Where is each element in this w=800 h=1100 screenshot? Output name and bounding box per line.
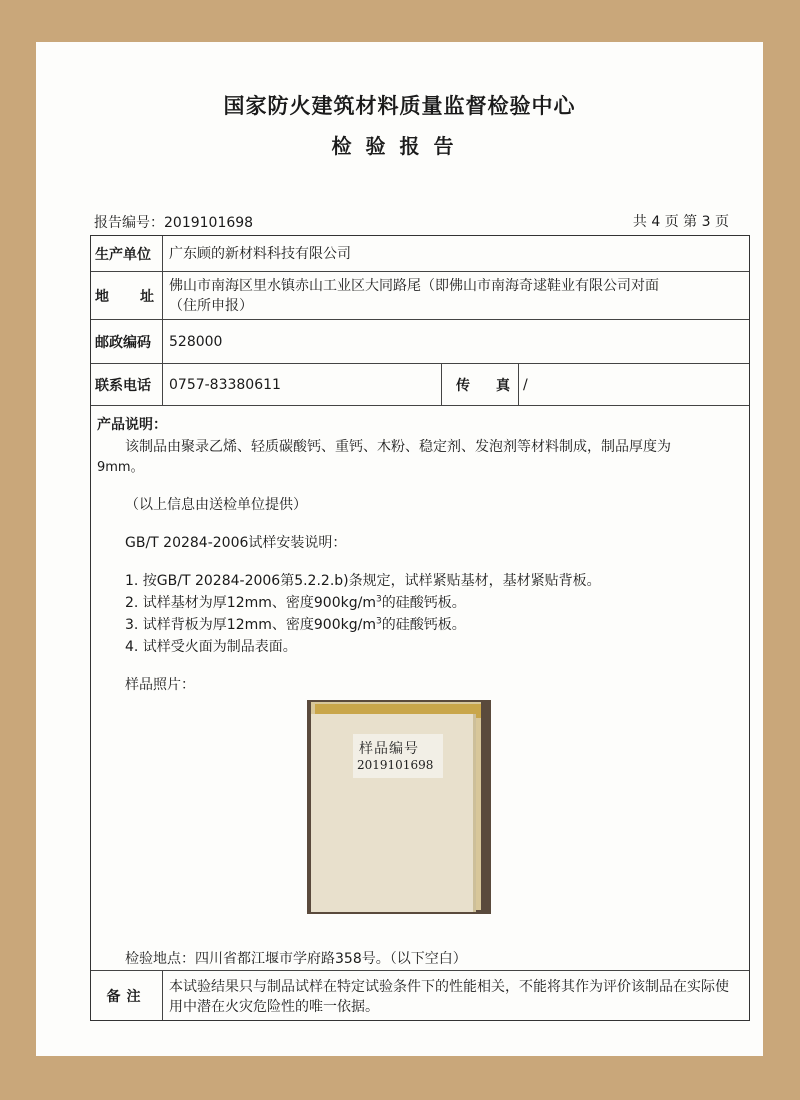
postcode-label: 邮政编码 [91, 320, 163, 363]
install-item-3 [125, 614, 466, 634]
report-page [36, 42, 763, 1056]
doc-title: 检验报告 [331, 134, 468, 158]
page-info: 共 4 页 第 3 页 [632, 214, 729, 230]
address-label [91, 272, 163, 319]
superscript-3: 3 [375, 594, 382, 605]
install-item-1: 1. 按GB/T 20284-2006第5.2.2.b)条规定，试样紧贴基材，基材紧贴背板。 [125, 573, 601, 589]
address-line-1: 佛山市南海区里水镇赤山工业区大同路尾（即佛山市南海奇逑鞋业有限公司对面 [169, 278, 659, 294]
superscript-3b: 3 [375, 616, 382, 627]
address-value [169, 272, 743, 323]
provided-note: （以上信息由送检单位提供） [125, 497, 307, 513]
install-item-2-text: 2. 试样基材为厚12mm、密度900kg/m [125, 595, 376, 611]
fax-label-char1: 传 [456, 377, 470, 394]
remarks-text: 本试验结果只与制品试样在特定试验条件下的性能相关，不能将其作为评价该制品在实际使用中潜在火灾危险性的唯一依据。 [169, 979, 729, 1015]
fax-value: / [523, 376, 528, 393]
install-item-2 [125, 592, 466, 612]
remarks-row [91, 970, 749, 1020]
install-item-4: 4. 试样受火面为制品表面。 [125, 639, 297, 655]
desc-line-2: 9mm。 [97, 460, 144, 475]
phone-label: 联系电话 [91, 364, 163, 405]
fax-label-char2: 真 [496, 377, 510, 394]
desc-line-1: 该制品由聚录乙烯、轻质碳酸钙、重钙、木粉、稳定剂、发泡剂等材料制成，制品厚度为 [125, 439, 671, 455]
postcode-value: 528000 [169, 333, 223, 350]
install-item-3-text: 3. 试样背板为厚12mm、密度900kg/m [125, 617, 376, 633]
report-table [90, 235, 750, 1021]
address-label-char2: 址 [140, 288, 154, 305]
phone-value: 0757-83380611 [169, 376, 281, 393]
phone-row [91, 364, 749, 406]
desc-heading: 产品说明： [97, 417, 167, 433]
test-location: 检验地点：四川省都江堰市学府路358号。（以下空白） [125, 951, 467, 967]
address-row [91, 272, 749, 320]
install-item-2-tail: 的硅酸钙板。 [381, 595, 466, 611]
producer-value: 广东顾的新材料科技有限公司 [169, 245, 351, 262]
photo-slab [311, 714, 476, 912]
postcode-row [91, 320, 749, 364]
install-item-3-tail: 的硅酸钙板。 [381, 617, 466, 633]
content-area [91, 414, 749, 967]
report-number: 报告编号：2019101698 [94, 215, 254, 231]
producer-row [91, 236, 749, 272]
producer-label: 生产单位 [91, 236, 163, 271]
photo-heading: 样品照片： [125, 677, 195, 693]
sample-tag [353, 734, 443, 778]
install-heading: GB/T 20284-2006试样安装说明： [125, 535, 347, 551]
address-label-char1: 地 [95, 288, 109, 305]
address-line-2: （住所申报） [169, 298, 253, 314]
org-title: 国家防火建筑材料质量监督检验中心 [223, 94, 576, 118]
fax-label [441, 364, 519, 405]
sample-tag-title: 样品编号 [359, 741, 419, 757]
sample-tag-number: 2019101698 [357, 758, 434, 772]
sample-photo [307, 700, 491, 914]
remarks-label: 备注 [91, 971, 163, 1020]
